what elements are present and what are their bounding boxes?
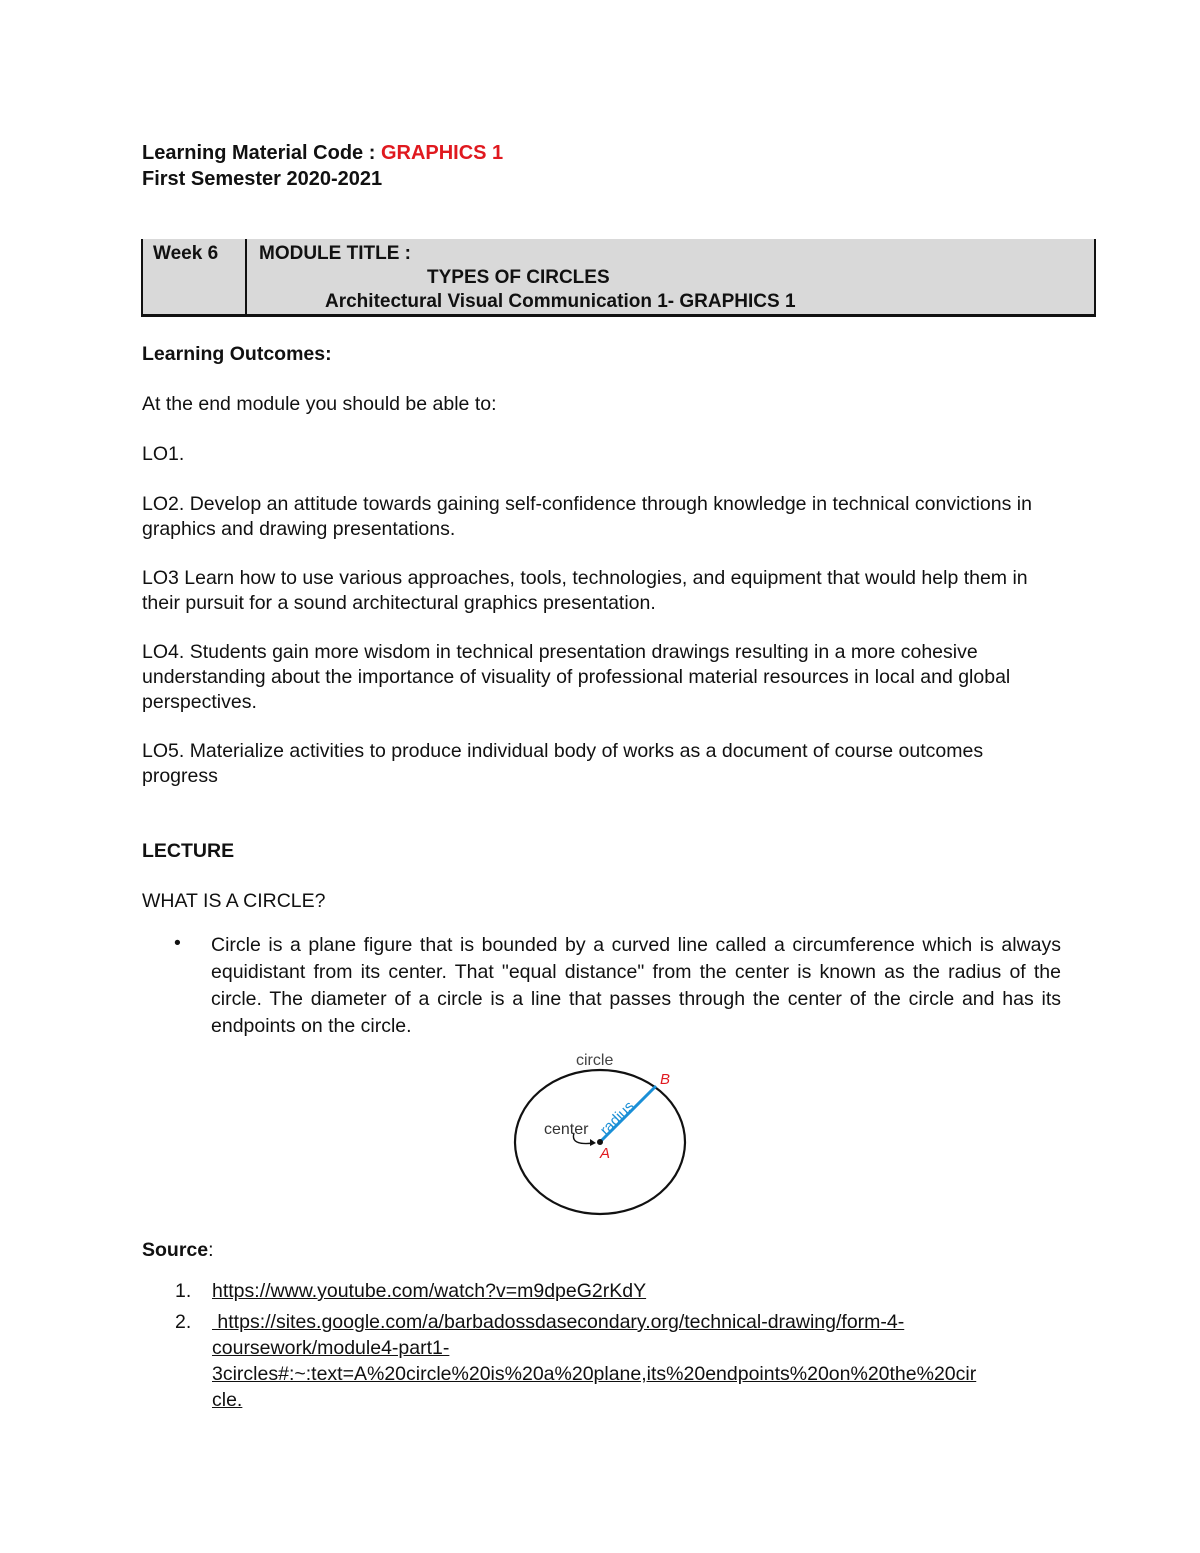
source-link-line: https://sites.google.com/a/barbadossdasecondary.org/technical-drawing/form-4- [212, 1311, 905, 1333]
lo2-text: LO2. Develop an attitude towards gaining self-confidence through knowledge in technical convictions in graphics and drawing presentations. [142, 493, 1032, 540]
radius-label: radius [596, 1097, 638, 1139]
outcomes-intro: At the end module you should be able to: [142, 393, 497, 415]
bullet-icon: • [174, 932, 181, 954]
source-link-line: 3circles#:~:text=A%20circle%20is%20a%20plane,its%20endpoints%20on%20the%20cir [212, 1363, 977, 1385]
material-code-line [142, 142, 503, 165]
lo5-text: LO5. Materialize activities to produce individual body of works as a document of course outcomes progress [142, 740, 984, 787]
material-code-label: Learning Material Code : [142, 142, 376, 164]
circle-question: WHAT IS A CIRCLE? [142, 890, 326, 912]
outcomes-heading: Learning Outcomes: [142, 343, 332, 365]
module-title-table [141, 239, 1096, 317]
source-heading: Source [142, 1239, 209, 1261]
lo1-text: LO1. [142, 443, 185, 465]
list-item [175, 1278, 1075, 1304]
module-subtitle: Architectural Visual Communication 1- GRAPHICS 1 [325, 291, 796, 312]
source-link-line: cle. [212, 1389, 243, 1411]
week-label: Week 6 [153, 243, 219, 264]
source-link-line: coursework/module4-part1- [212, 1337, 450, 1359]
lecture-heading: LECTURE [142, 840, 235, 862]
circle-definition: Circle is a plane figure that is bounded by a curved line called a circumference which is always equidistant from its center. That "equal distance" from the center is known as the radius of the circle. The diameter of a circle is a line that passes through the center of the circle and has its endpoints on the circle. [211, 934, 1061, 1037]
circle-diagram [510, 1048, 690, 1218]
center-arrowhead-icon [590, 1139, 596, 1146]
point-a-label: A [600, 1145, 611, 1162]
source-number: 2. [175, 1311, 192, 1333]
semester-line: First Semester 2020-2021 [142, 168, 383, 190]
source-number: 1. [175, 1280, 192, 1302]
material-code-value: GRAPHICS 1 [380, 142, 504, 164]
lo4-text: LO4. Students gain more wisdom in technical presentation drawings resulting in a more cohesive understanding about the importance of visuality of professional material resources in local and global perspectives. [142, 641, 1011, 713]
source-list [175, 1278, 1075, 1413]
point-b-label: B [660, 1071, 671, 1088]
circle-label: circle [576, 1052, 614, 1069]
source-link-google-sites[interactable] [212, 1309, 1075, 1413]
module-title-label: MODULE TITLE : [259, 243, 411, 264]
source-heading-line [142, 1238, 1042, 1263]
module-title: TYPES OF CIRCLES [427, 267, 610, 288]
lo3-text: LO3 Learn how to use various approaches, tools, technologies, and equipment that would help them in their pursuit for a sound architectural graphics presentation. [142, 567, 1028, 614]
source-link-youtube[interactable]: https://www.youtube.com/watch?v=m9dpeG2rKdY [212, 1280, 647, 1302]
center-label: center [544, 1121, 589, 1138]
list-item [175, 1309, 1075, 1413]
source-colon: : [208, 1239, 214, 1261]
